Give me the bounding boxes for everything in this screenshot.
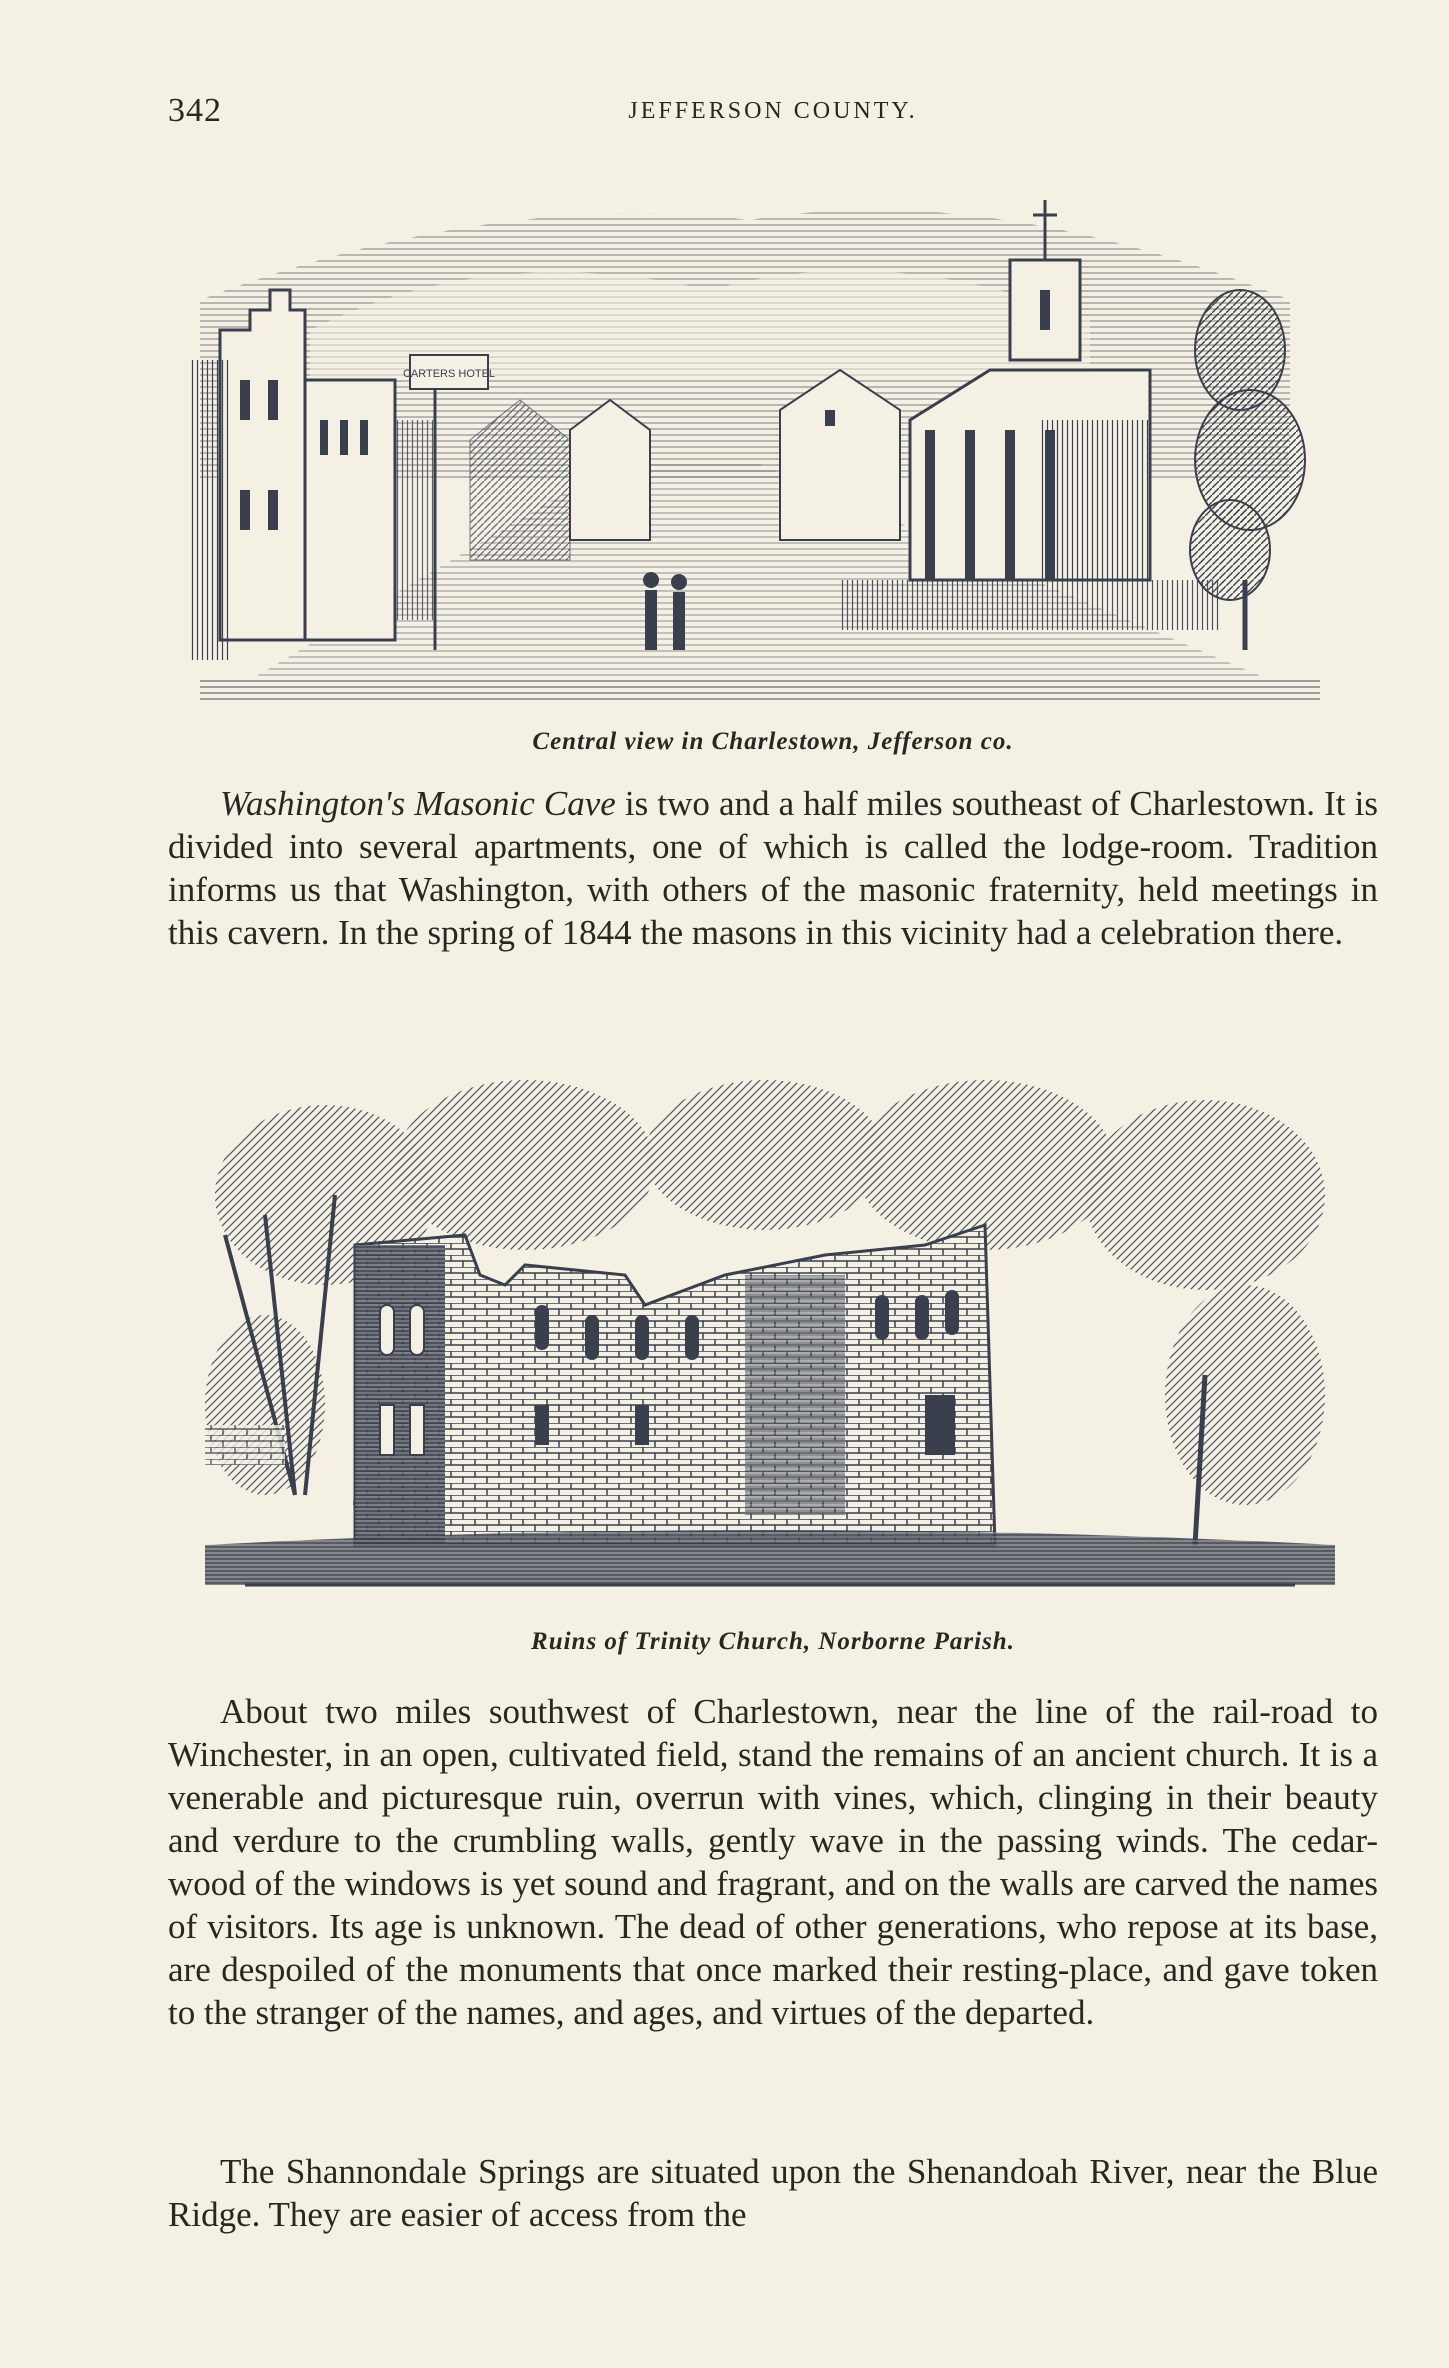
paragraph-text: About two miles southwest of Charlestown, near the line of the rail-road to Winchester, in an open, cultivated field, stand the remains of an ancient church. It is a venerable and picturesque ruin, overrun with vines, which, clinging in their beauty and verdure to the crumbling walls, gently wave in the passing winds. The cedar-wood of the windows is yet sound and fragrant, and on the walls are carved the names of visitors. Its age is unknown. The dead of other generations, who repose at its base, are despoiled of the monuments that once marked their resting-place, and gave token to the stranger of the names, and ages, and virtues of the departed. bbox=[168, 1692, 1378, 2032]
running-head bbox=[168, 92, 1378, 132]
paragraph-text: is two and a half miles southeast of Charlestown. It is divided into several apartments, one of which is called the lodge-room. Tradition informs us that Washington, with others of the masonic fraternity, held meetings in this cavern. In the spring of 1844 the masons in this vicinity had a celebration there. bbox=[168, 784, 1378, 952]
paragraph-masonic-cave bbox=[168, 782, 1378, 954]
cave-name: Washington's Masonic Cave bbox=[220, 784, 616, 823]
running-title: JEFFERSON COUNTY. bbox=[628, 98, 918, 124]
engraving-trinity-church-ruins bbox=[205, 1075, 1335, 1620]
figure-caption: Central view in Charlestown, Jefferson co. bbox=[532, 728, 1014, 755]
figure-caption: Ruins of Trinity Church, Norborne Parish. bbox=[531, 1628, 1015, 1655]
engraving-charlestown-street bbox=[190, 180, 1330, 720]
page-number: 342 bbox=[168, 92, 222, 129]
paragraph-trinity-church bbox=[168, 1690, 1378, 2034]
hotel-sign: CARTERS HOTEL bbox=[402, 368, 496, 380]
paragraph-text: The Shannondale Springs are situated upon the Shenandoah River, near the Blue Ridge. They are easier of access from the bbox=[168, 2152, 1378, 2234]
paragraph-shannondale bbox=[168, 2150, 1378, 2236]
